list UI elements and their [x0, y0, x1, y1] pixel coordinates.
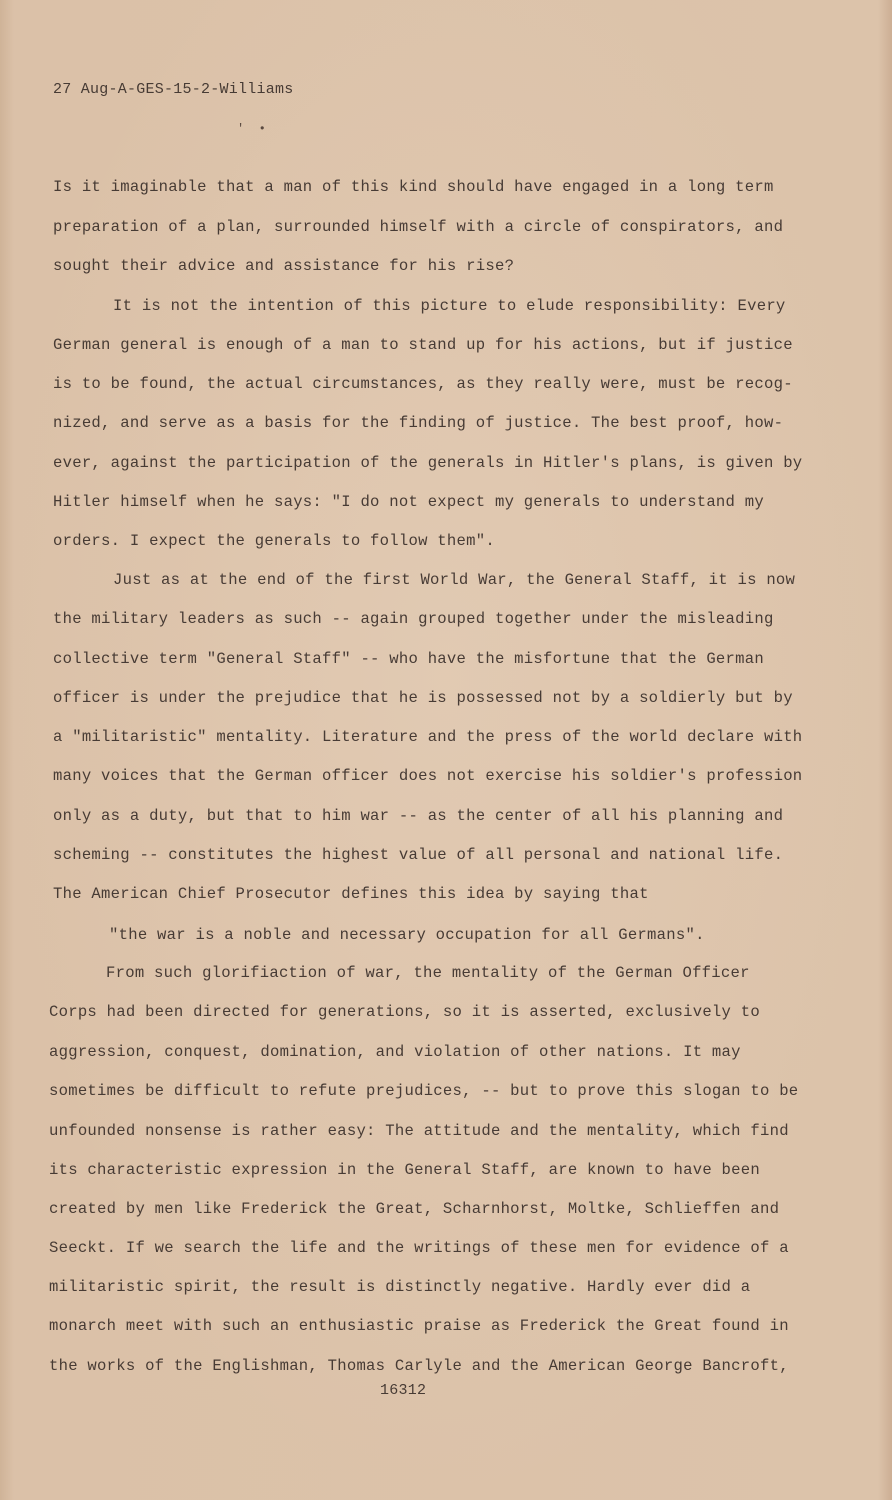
- text-line: It is not the intention of this picture to elude responsibility: Every: [113, 297, 786, 315]
- text-line: is to be found, the actual circumstances, as they really were, must be recog-: [53, 375, 793, 393]
- text-line: the military leaders as such -- again grouped together under the misleading: [53, 610, 774, 628]
- text-line: Is it imaginable that a man of this kind should have engaged in a long term: [53, 178, 774, 196]
- text-line: many voices that the German officer does not exercise his soldier's profession: [53, 767, 803, 785]
- document-header: 27 Aug-A-GES-15-2-Williams: [53, 81, 294, 98]
- text-line: Seeckt. If we search the life and the writings of these men for evidence of a: [49, 1239, 789, 1257]
- text-line: orders. I expect the generals to follow them".: [53, 532, 495, 550]
- text-line: its characteristic expression in the General Staff, are known to have been: [49, 1161, 760, 1179]
- text-line: officer is under the prejudice that he is possessed not by a soldierly but by: [53, 689, 793, 707]
- text-line: monarch meet with such an enthusiastic praise as Frederick the Great found in: [49, 1317, 789, 1335]
- text-line: The American Chief Prosecutor defines this idea by saying that: [53, 885, 649, 903]
- text-line: Just as at the end of the first World War, the General Staff, it is now: [113, 571, 796, 589]
- text-line: preparation of a plan, surrounded himself with a circle of conspirators, and: [53, 218, 784, 236]
- text-line: nized, and serve as a basis for the finding of justice. The best proof, how-: [53, 414, 784, 432]
- text-line: only as a duty, but that to him war -- as the center of all his planning and: [53, 807, 784, 825]
- text-line: unfounded nonsense is rather easy: The attitude and the mentality, which find: [49, 1122, 789, 1140]
- text-line: created by men like Frederick the Great, Scharnhorst, Moltke, Schlieffen and: [49, 1200, 780, 1218]
- text-line: scheming -- constitutes the highest value of all personal and national life.: [53, 846, 784, 864]
- text-line: sought their advice and assistance for his rise?: [53, 257, 515, 275]
- text-line: Corps had been directed for generations, so it is asserted, exclusively to: [49, 1003, 760, 1021]
- text-line: militaristic spirit, the result is distinctly negative. Hardly ever did a: [49, 1278, 751, 1296]
- text-line: a "militaristic" mentality. Literature and the press of the world declare with: [53, 728, 803, 746]
- text-line: ever, against the participation of the generals in Hitler's plans, is given by: [53, 454, 803, 472]
- paper-marks: ′ •: [237, 122, 266, 136]
- text-line: From such glorifiaction of war, the mentality of the German Officer: [106, 964, 750, 982]
- text-line: aggression, conquest, domination, and violation of other nations. It may: [49, 1043, 741, 1061]
- text-line: collective term "General Staff" -- who have the misfortune that the German: [53, 650, 764, 668]
- page-number: 16312: [380, 1382, 427, 1399]
- quote-line: "the war is a noble and necessary occupation for all Germans".: [109, 926, 705, 944]
- text-line: the works of the Englishman, Thomas Carlyle and the American George Bancroft,: [49, 1357, 789, 1375]
- text-line: sometimes be difficult to refute prejudices, -- but to prove this slogan to be: [49, 1082, 799, 1100]
- text-line: German general is enough of a man to stand up for his actions, but if justice: [53, 336, 793, 354]
- text-line: Hitler himself when he says: "I do not expect my generals to understand my: [53, 493, 764, 511]
